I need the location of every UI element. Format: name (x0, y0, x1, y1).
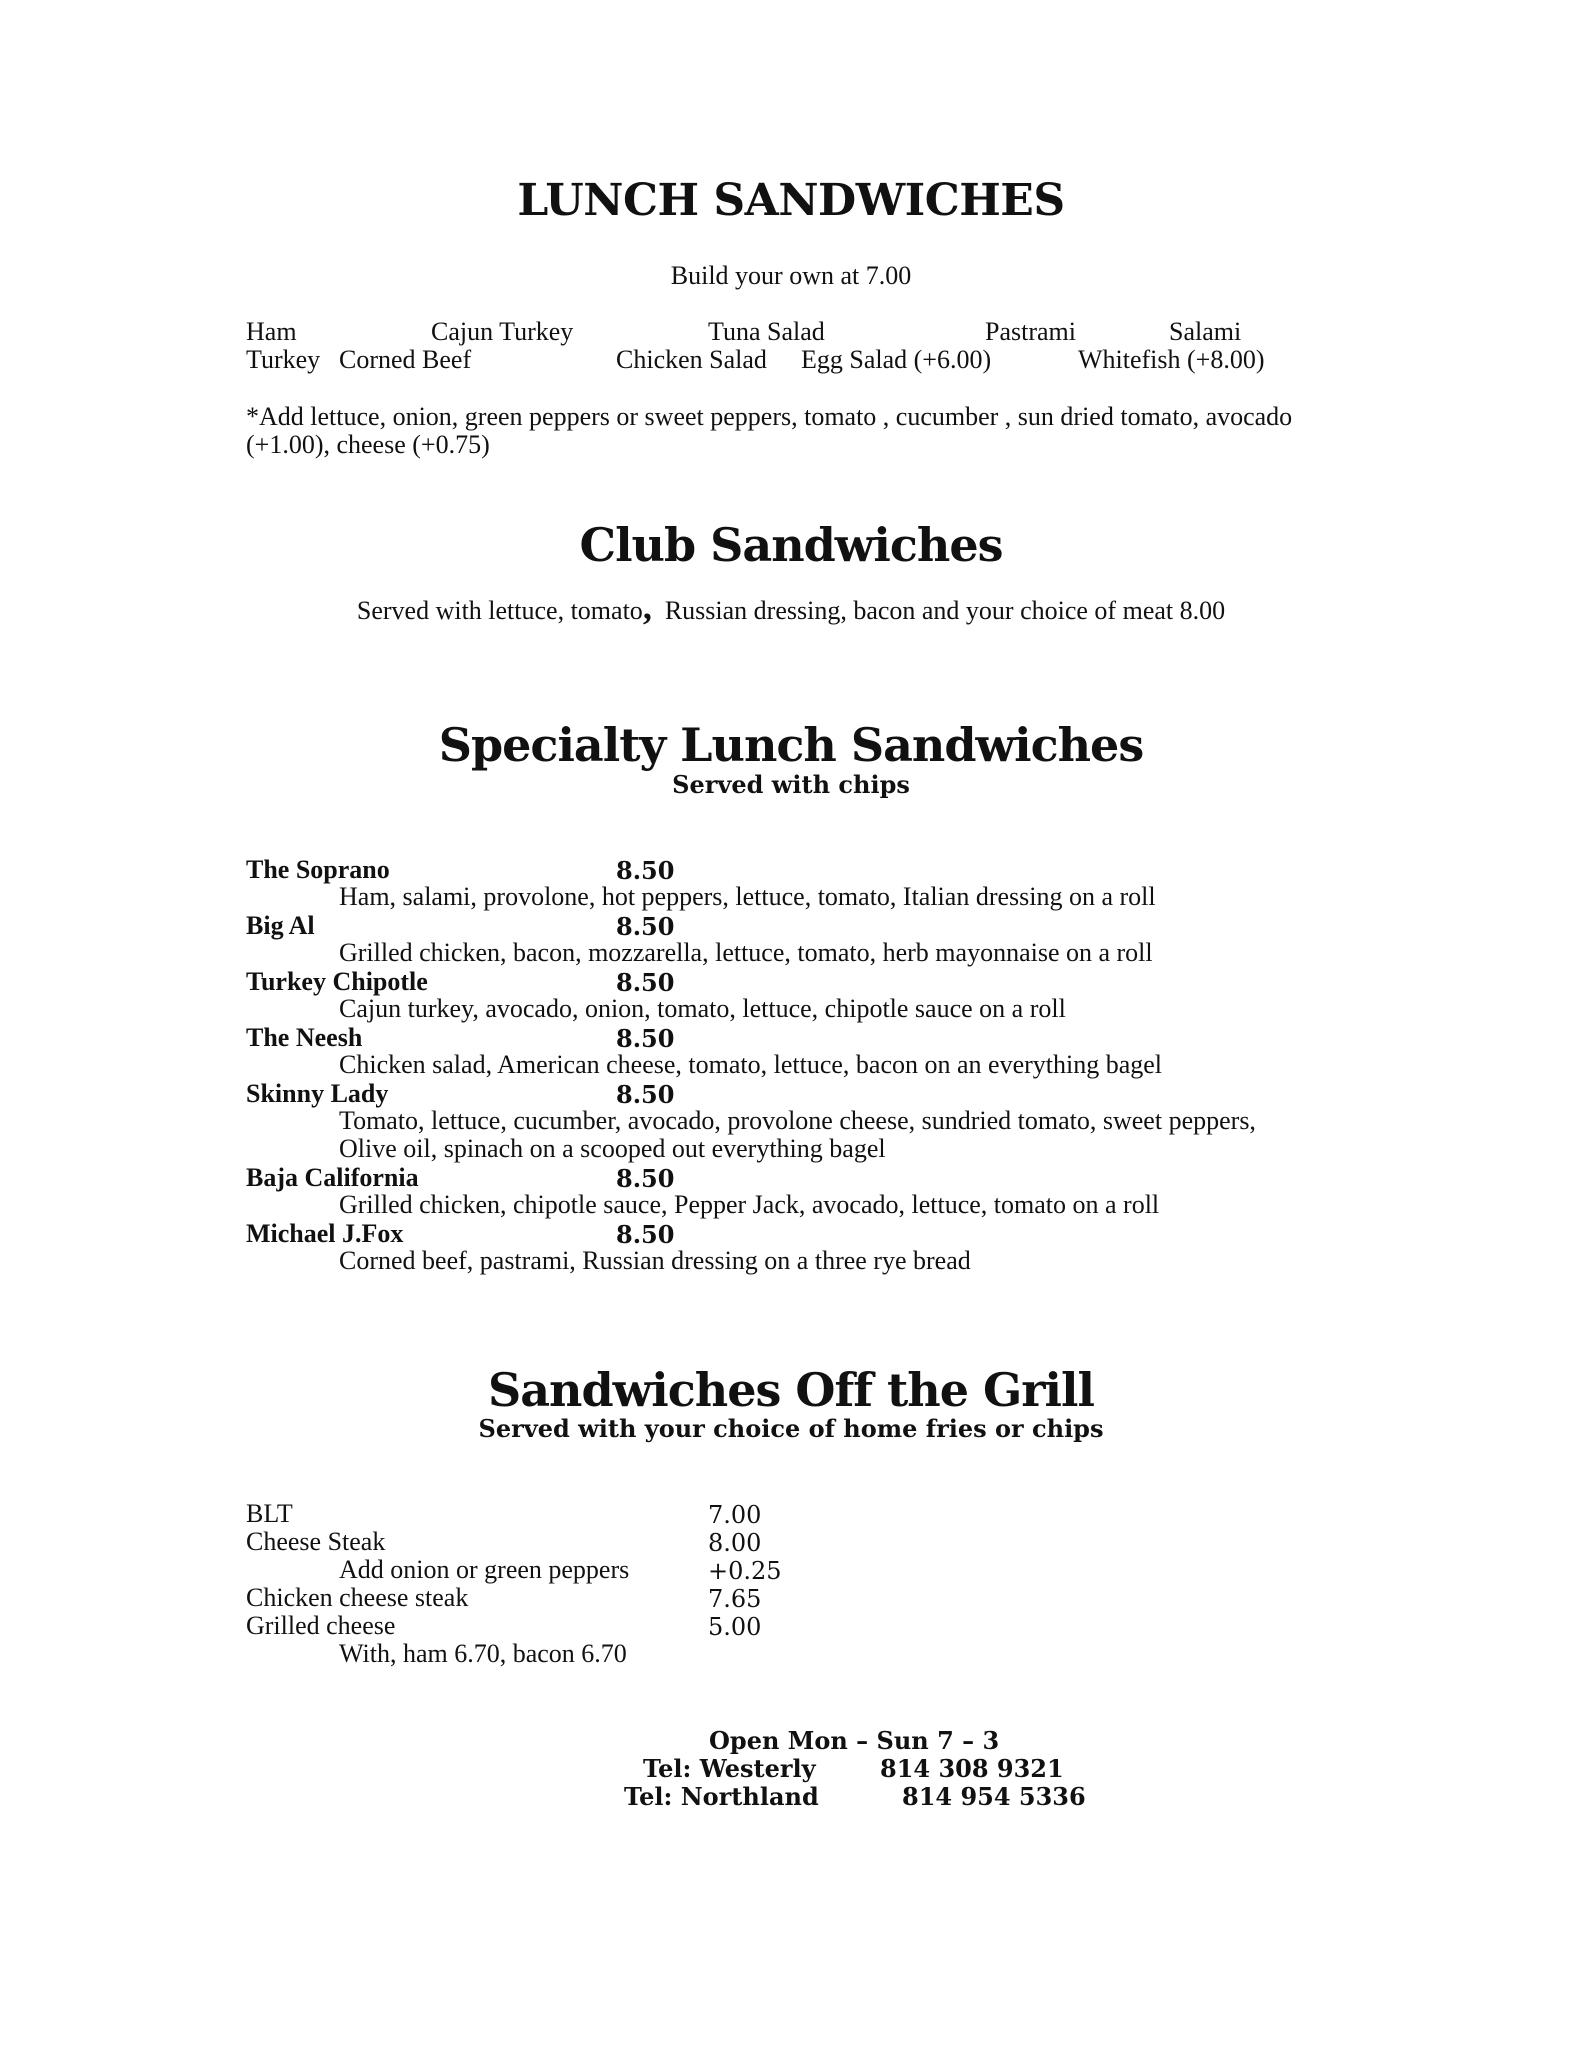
grill-title: Sandwiches Off the Grill (488, 1363, 1094, 1417)
meat-option: Cajun Turkey (431, 317, 574, 346)
menu-item-name: The Soprano (246, 855, 390, 884)
menu-item-name: Big Al (246, 911, 315, 940)
meat-option: Salami (1169, 317, 1242, 346)
club-description (0, 587, 1582, 627)
meat-option: Tuna Salad (708, 317, 825, 346)
addons-line: *Add lettuce, onion, green peppers or sweet peppers, tomato , cucumber , sun dried tomato, avocado (246, 402, 1293, 431)
grill-item-name: Cheese Steak (246, 1527, 386, 1556)
menu-item-price: 8.50 (616, 912, 675, 941)
build-your-own-line: Build your own at 7.00 (670, 261, 912, 290)
menu-item-price: 8.50 (616, 968, 675, 997)
meat-option: Turkey (246, 345, 321, 374)
meat-option: Egg Salad (+6.00) (801, 345, 992, 374)
club-title: Club Sandwiches (579, 518, 1003, 572)
club-desc-part: Served with lettuce, tomato (356, 596, 643, 625)
westerly-phone: 814 308 9321 (880, 1754, 1064, 1783)
menu-item-name: Skinny Lady (246, 1079, 389, 1108)
grill-subtitle: Served with your choice of home fries or chips (478, 1414, 1104, 1443)
meat-option: Ham (246, 317, 297, 346)
specialty-title: Specialty Lunch Sandwiches (438, 718, 1144, 772)
menu-item-price: 8.50 (616, 1164, 675, 1193)
menu-item-description: Olive oil, spinach on a scooped out everything bagel (339, 1134, 886, 1163)
lunch-title: LUNCH SANDWICHES (517, 175, 1065, 226)
meat-option: Whitefish (+8.00) (1078, 345, 1265, 374)
menu-item-description: Tomato, lettuce, cucumber, avocado, provolone cheese, sundried tomato, sweet peppers, (339, 1106, 1256, 1135)
menu-item-price: 8.50 (616, 1024, 675, 1053)
club-desc-comma: , (642, 587, 652, 627)
grill-item-name: With, ham 6.70, bacon 6.70 (339, 1639, 627, 1668)
menu-item-price: 8.50 (616, 1220, 675, 1249)
grill-item-price: 5.00 (708, 1613, 762, 1641)
addons-line: (+1.00), cheese (+0.75) (246, 430, 490, 459)
menu-item-price: 8.50 (616, 1080, 675, 1109)
westerly-label: Tel: Westerly (643, 1754, 816, 1783)
menu-item-price: 8.50 (616, 856, 675, 885)
menu-item-description: Cajun turkey, avocado, onion, tomato, lettuce, chipotle sauce on a roll (339, 994, 1066, 1023)
menu-item-description: Grilled chicken, chipotle sauce, Pepper Jack, avocado, lettuce, tomato on a roll (339, 1190, 1160, 1219)
grill-item-name: Grilled cheese (246, 1611, 396, 1640)
grill-item-name: Add onion or green peppers (339, 1555, 630, 1584)
meat-option: Corned Beef (339, 345, 472, 374)
menu-item-description: Corned beef, pastrami, Russian dressing on a three rye bread (339, 1246, 971, 1275)
menu-item-description: Chicken salad, American cheese, tomato, lettuce, bacon on an everything bagel (339, 1050, 1163, 1079)
club-desc-part: Russian dressing, bacon and your choice of meat 8.00 (664, 596, 1226, 625)
menu-item-name: Turkey Chipotle (246, 967, 428, 996)
grill-item-price: +0.25 (708, 1557, 782, 1585)
menu-item-name: Baja California (246, 1163, 419, 1192)
northland-phone: 814 954 5336 (902, 1782, 1086, 1811)
grill-item-price: 7.65 (708, 1585, 762, 1613)
meat-option: Pastrami (985, 317, 1076, 346)
menu-item-description: Ham, salami, provolone, hot peppers, lettuce, tomato, Italian dressing on a roll (339, 882, 1156, 911)
meat-option: Chicken Salad (616, 345, 767, 374)
northland-label: Tel: Northland (624, 1782, 819, 1811)
menu-item-description: Grilled chicken, bacon, mozzarella, lettuce, tomato, herb mayonnaise on a roll (339, 938, 1153, 967)
grill-item-name: BLT (246, 1499, 293, 1528)
grill-item-name: Chicken cheese steak (246, 1583, 469, 1612)
specialty-subtitle: Served with chips (672, 770, 910, 799)
menu-item-name: Michael J.Fox (246, 1219, 404, 1248)
grill-item-price: 7.00 (708, 1501, 762, 1529)
menu-item-name: The Neesh (246, 1023, 363, 1052)
grill-item-price: 8.00 (708, 1529, 762, 1557)
opening-hours: Open Mon – Sun 7 – 3 (709, 1726, 1000, 1755)
